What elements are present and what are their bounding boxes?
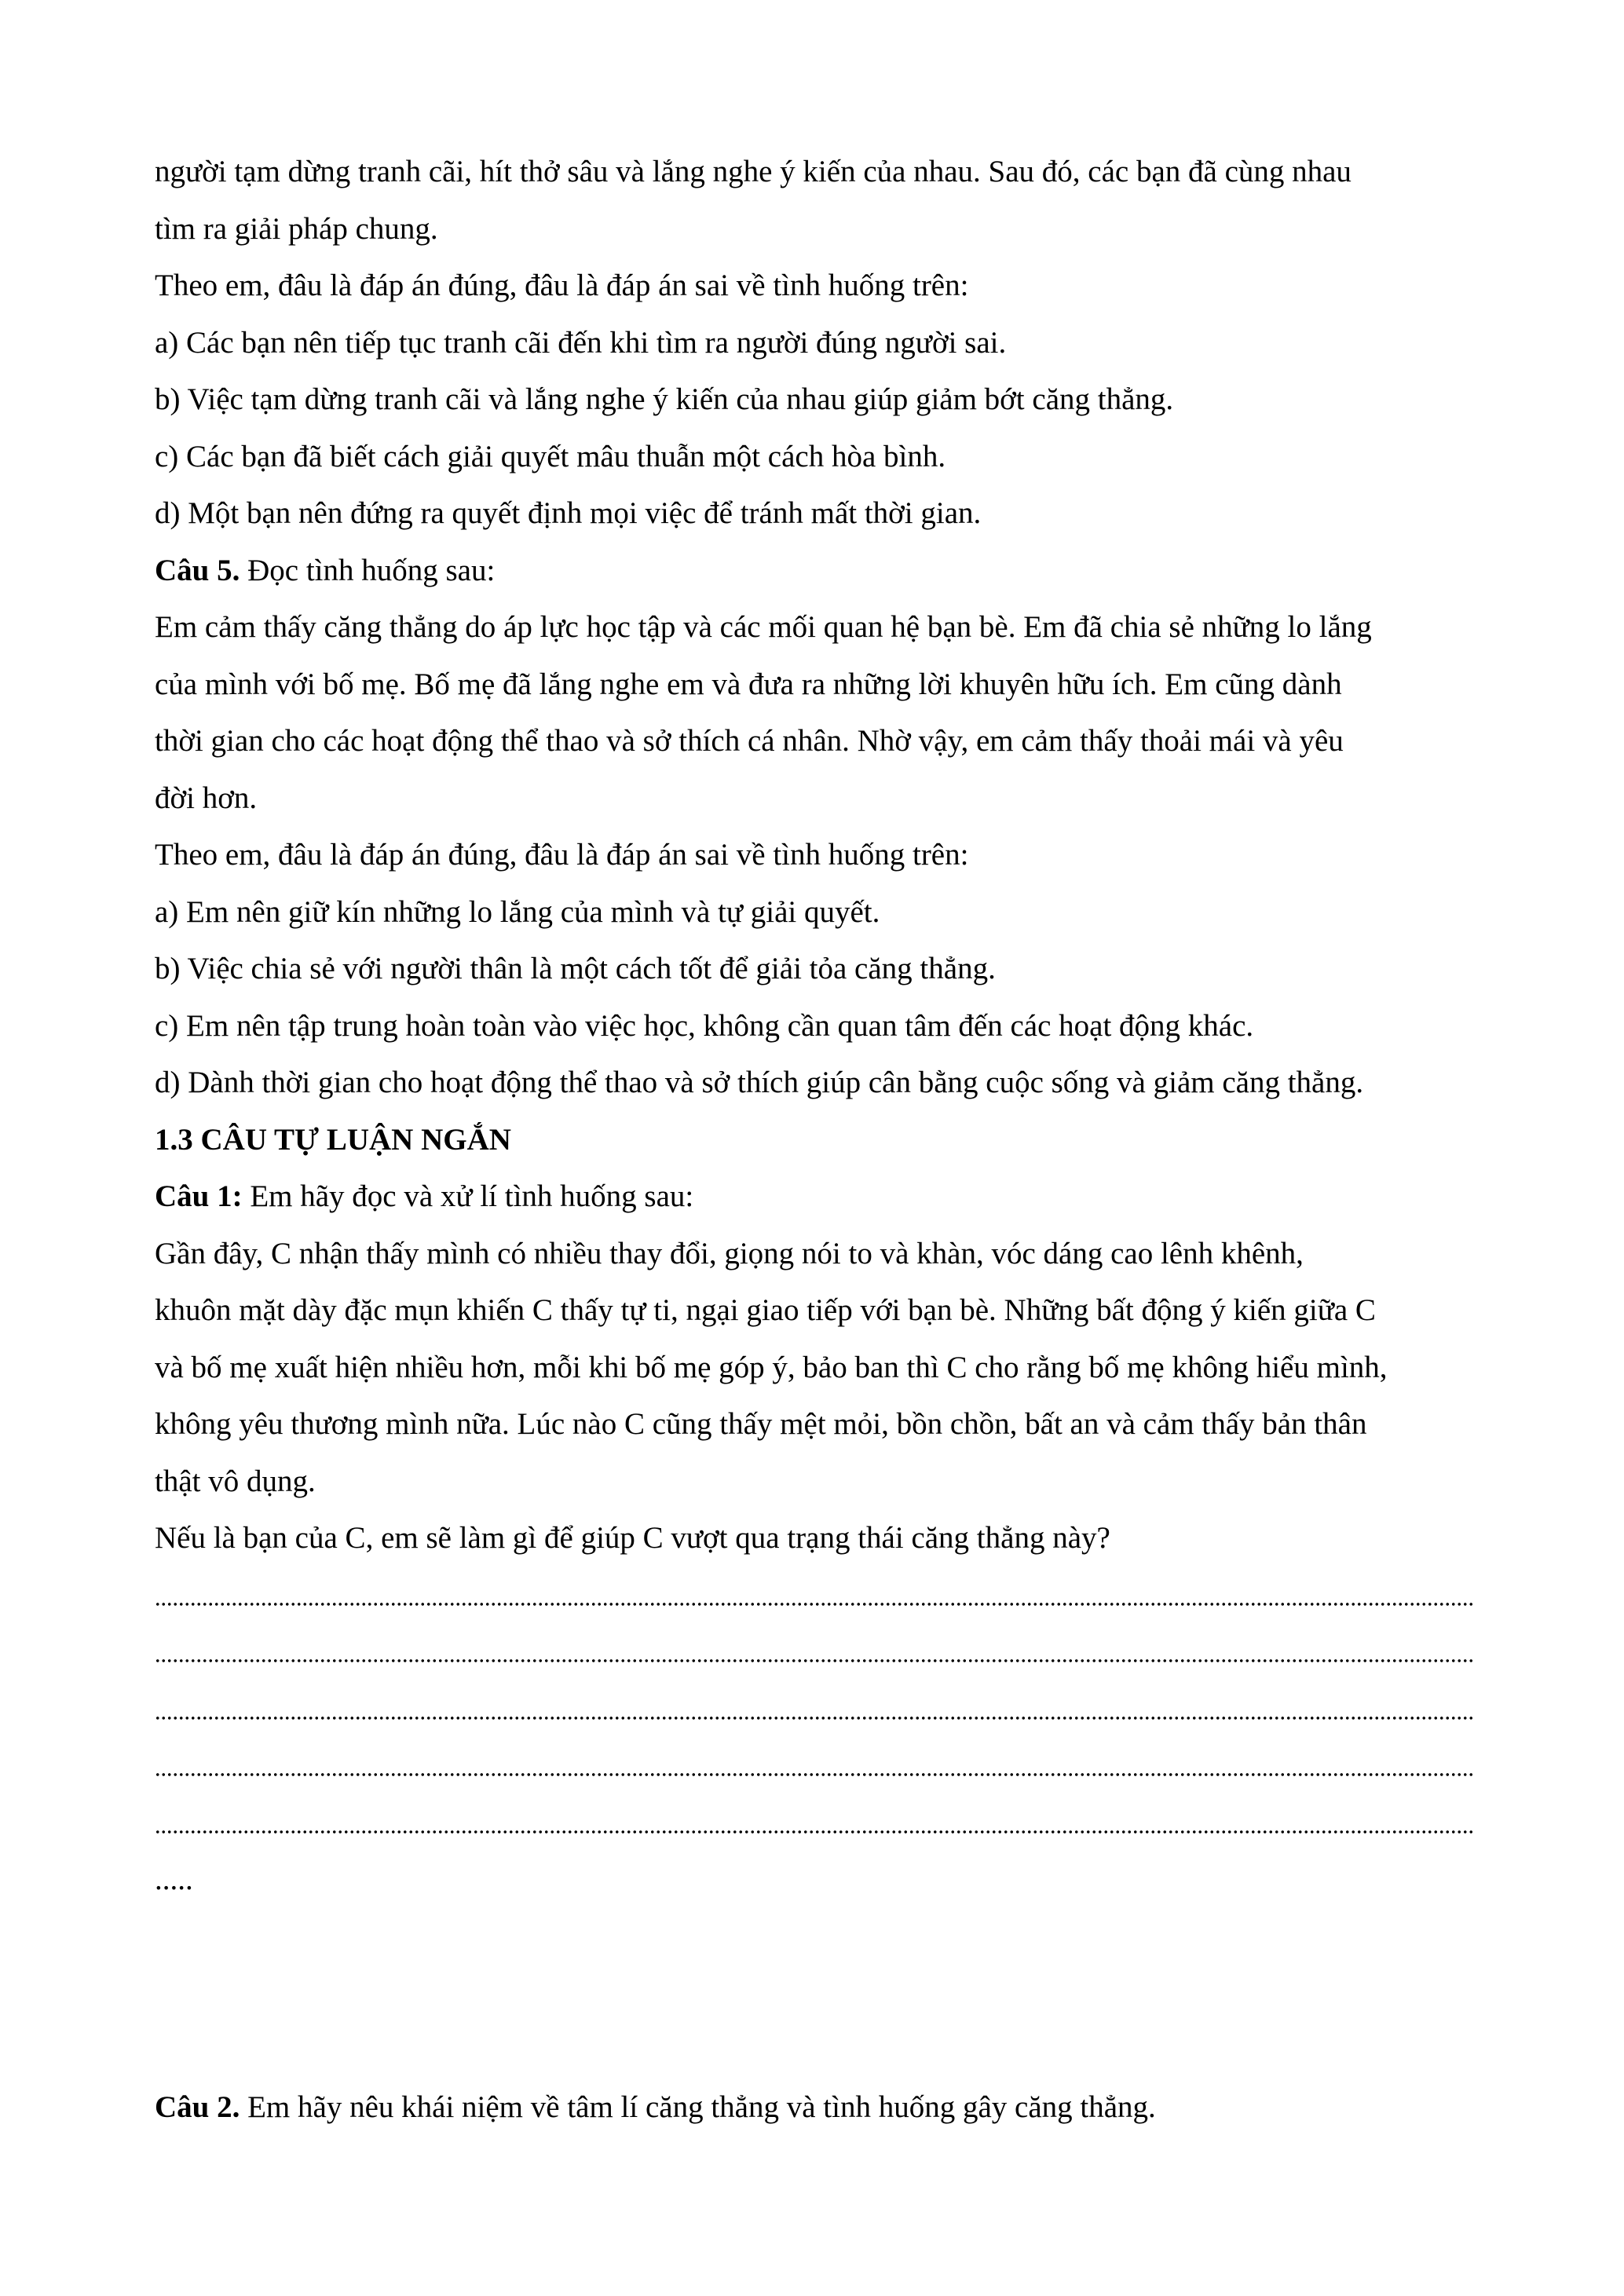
question-title: Em hãy đọc và xử lí tình huống sau: <box>242 1179 694 1213</box>
answer-line-tail: ..... <box>155 1863 193 1896</box>
paragraph-line: người tạm dừng tranh cãi, hít thở sâu và lắng nghe ý kiến của nhau. Sau đó, các bạn đã cùng nhau <box>155 155 1352 188</box>
answer-line[interactable] <box>155 1795 1474 1852</box>
paragraph-line: không yêu thương mình nữa. Lúc nào C cũng thấy mệt mỏi, bồn chồn, bất an và cảm thấy bản thân <box>155 1407 1367 1441</box>
short-question-1-title <box>155 1168 1490 1226</box>
answer-line[interactable] <box>155 1624 1474 1681</box>
question-prompt: Theo em, đâu là đáp án đúng, đâu là đáp án sai về tình huống trên: <box>155 838 969 872</box>
question-prompt: Theo em, đâu là đáp án đúng, đâu là đáp án sai về tình huống trên: <box>155 269 969 302</box>
option-d: d) Dành thời gian cho hoạt động thể thao và sở thích giúp cân bằng cuộc sống và giảm căng thẳng. <box>155 1066 1364 1099</box>
option-b: b) Việc tạm dừng tranh cãi và lắng nghe ý kiến của nhau giúp giảm bớt căng thẳng. <box>155 382 1174 416</box>
option-c: c) Các bạn đã biết cách giải quyết mâu thuẫn một cách hòa bình. <box>155 439 946 473</box>
option-a: a) Em nên giữ kín những lo lắng của mình và tự giải quyết. <box>155 894 880 929</box>
section-heading: 1.3 CÂU TỰ LUẬN NGẮN <box>155 1122 511 1157</box>
option-d: d) Một bạn nên đứng ra quyết định mọi việc để tránh mất thời gian. <box>155 496 982 530</box>
paragraph-line: Em cảm thấy căng thẳng do áp lực học tập và các mối quan hệ bạn bè. Em đã chia sẻ những lo lắng <box>155 610 1372 644</box>
option-a: a) Các bạn nên tiếp tục tranh cãi đến khi tìm ra người đúng người sai. <box>155 325 1007 360</box>
question-title: Đọc tình huống sau: <box>240 553 496 587</box>
paragraph-line: Gần đây, C nhận thấy mình có nhiều thay đổi, giọng nói to và khàn, vóc dáng cao lênh khênh, <box>155 1236 1304 1270</box>
answer-line[interactable] <box>155 1567 1474 1625</box>
paragraph-line: thời gian cho các hoạt động thể thao và sở thích cá nhân. Nhờ vậy, em cảm thấy thoải mái và yêu <box>155 724 1344 758</box>
answer-line[interactable] <box>155 1738 1474 1795</box>
paragraph-line: đời hơn. <box>155 781 258 815</box>
paragraph-line: khuôn mặt dày đặc mụn khiến C thấy tự ti, ngại giao tiếp với bạn bè. Những bất động ý kiến giữa C <box>155 1293 1376 1327</box>
paragraph-line: của mình với bố mẹ. Bố mẹ đã lắng nghe em và đưa ra những lời khuyên hữu ích. Em cũng dành <box>155 667 1342 701</box>
answer-line[interactable] <box>155 1681 1474 1738</box>
paragraph-line: thật vô dụng. <box>155 1464 316 1498</box>
paragraph-line: và bố mẹ xuất hiện nhiều hơn, mỗi khi bố mẹ góp ý, bảo ban thì C cho rằng bố mẹ không hiểu mình, <box>155 1350 1388 1384</box>
question-title: Em hãy nêu khái niệm về tâm lí căng thẳng và tình huống gây căng thẳng. <box>240 2089 1156 2124</box>
document-page <box>155 144 1490 2136</box>
question-5-title <box>155 543 1490 600</box>
option-c: c) Em nên tập trung hoàn toàn vào việc học, không cần quan tâm đến các hoạt động khác. <box>155 1008 1254 1043</box>
question-label: Câu 1: <box>155 1179 243 1213</box>
paragraph-line: tìm ra giải pháp chung. <box>155 211 438 246</box>
question-label: Câu 2. <box>155 2089 240 2124</box>
spacer <box>155 1909 1490 2079</box>
question-label: Câu 5. <box>155 553 240 587</box>
option-b: b) Việc chia sẻ với người thân là một cách tốt để giải tỏa căng thẳng. <box>155 952 996 985</box>
question-text: Nếu là bạn của C, em sẽ làm gì để giúp C vượt qua trạng thái căng thẳng này? <box>155 1521 1110 1555</box>
short-question-2-title <box>155 2079 1490 2137</box>
